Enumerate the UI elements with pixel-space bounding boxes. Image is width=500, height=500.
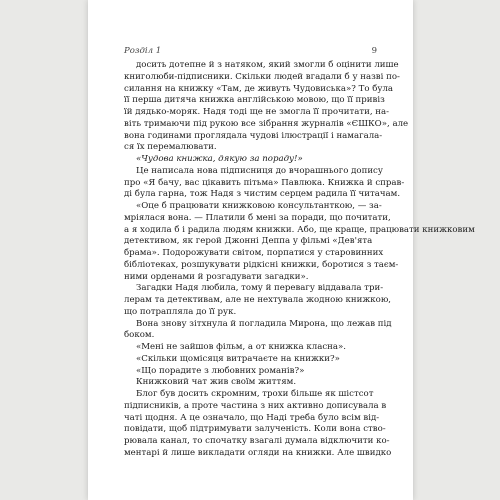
paragraph bbox=[124, 318, 392, 343]
text-line: Книжковий чат жив своїм життям. bbox=[136, 377, 297, 388]
paragraph bbox=[124, 201, 475, 283]
text-line: досить дотепне й з натяком, який змогли б оцінити лише bbox=[136, 60, 399, 70]
text-line: «Що порадите з любовних романів?» bbox=[136, 365, 305, 376]
text-line: про «Я бачу, вас цікавить пітьма» Павлюка. Книжка й справ- bbox=[124, 177, 405, 188]
paragraph bbox=[124, 283, 392, 318]
text-line: підписників, а проте частина з них активно дописувала в bbox=[124, 400, 387, 411]
text-line: а я ходила б і радила людям книжки. Або, ще краще, працювати книжковим bbox=[124, 224, 475, 235]
text-line: мріялася вона. — Платили б мені за поради, що почитати, bbox=[124, 212, 391, 223]
text-line: її перша дитяча книжка англійською мовою, що її привіз bbox=[124, 95, 385, 106]
text-line: бібліотеках, розшукувати рідкісні книжки, боротися з таєм- bbox=[124, 259, 399, 270]
paragraph bbox=[124, 389, 392, 460]
text-line: боком. bbox=[124, 330, 155, 341]
paragraph bbox=[124, 377, 379, 389]
text-line: ментарі й лише викладати огляди на книжки. Але швидко bbox=[124, 447, 392, 458]
text-line: детективом, як герой Джонні Деппа у фільмі «Дев'ята bbox=[124, 236, 373, 247]
paragraph bbox=[124, 165, 405, 201]
text-line: Блог був досить скромним, трохи більше як шістсот bbox=[136, 389, 374, 399]
text-line: чаті щодня. А це означало, що Наді треба було всім від- bbox=[124, 412, 380, 423]
text-line: ними орденами й розгадувати загадки». bbox=[124, 271, 309, 282]
text-line: їй дядько-моряк. Надя тоді ще не змогла її прочитати, на- bbox=[124, 107, 390, 117]
text-line: повідати, щоб підтримувати залученість. Коли вона ство- bbox=[124, 424, 386, 435]
chapter-title: Розділ 1 bbox=[124, 46, 162, 56]
text-line: силання на книжку «Там, де живуть Чудовиська»? То була bbox=[124, 83, 394, 94]
text-line: лерам та детективам, але не нехтувала жодною книжкою, bbox=[124, 295, 392, 305]
paragraph bbox=[124, 354, 379, 366]
text-line: «Мені не зайшов фільм, а от книжка класна». bbox=[136, 342, 347, 352]
paragraph bbox=[124, 366, 379, 378]
paragraph bbox=[124, 154, 379, 166]
text-line: книголюби-підписники. Скільки людей вгадали б у назві по- bbox=[124, 71, 400, 82]
text-line: віть тримаючи під рукою все зібрання журналів «ЄШКО», але bbox=[124, 118, 409, 129]
paragraph bbox=[124, 60, 409, 154]
text-line: Вона знову зітхнула й погладила Мирона, що лежав під bbox=[136, 318, 392, 329]
text-line: брама». Подорожувати світом, порпатися у старовинних bbox=[124, 248, 384, 258]
text-line: вона годинами проглядала чудові ілюстрації і намагала- bbox=[124, 130, 383, 141]
text-line: Загадки Надя любила, тому й перевагу віддавала три- bbox=[136, 283, 384, 294]
text-line: ді була гарна, тож Надя з чистим серцем радила її читачам. bbox=[124, 189, 401, 200]
text-line: рювала канал, то спочатку взагалі думала відключити ко- bbox=[124, 436, 390, 446]
text-line: «Чудова книжка, дякую за пораду!» bbox=[136, 154, 303, 164]
text-line: що потрапляла до її рук. bbox=[124, 306, 237, 317]
text-line: ся їх перемалювати. bbox=[124, 142, 217, 153]
running-header bbox=[124, 46, 377, 60]
text-line: «Скільки щомісяця витрачаєте на книжки?» bbox=[136, 353, 340, 364]
book-page bbox=[88, 0, 475, 500]
paragraph bbox=[124, 342, 379, 354]
body-text bbox=[124, 60, 475, 460]
page-number: 9 bbox=[371, 46, 377, 56]
text-line: Це написала нова підписниця до вчорашнього допису bbox=[136, 165, 383, 176]
text-line: «Оце б працювати книжковою консультанткою, — за- bbox=[136, 201, 382, 211]
